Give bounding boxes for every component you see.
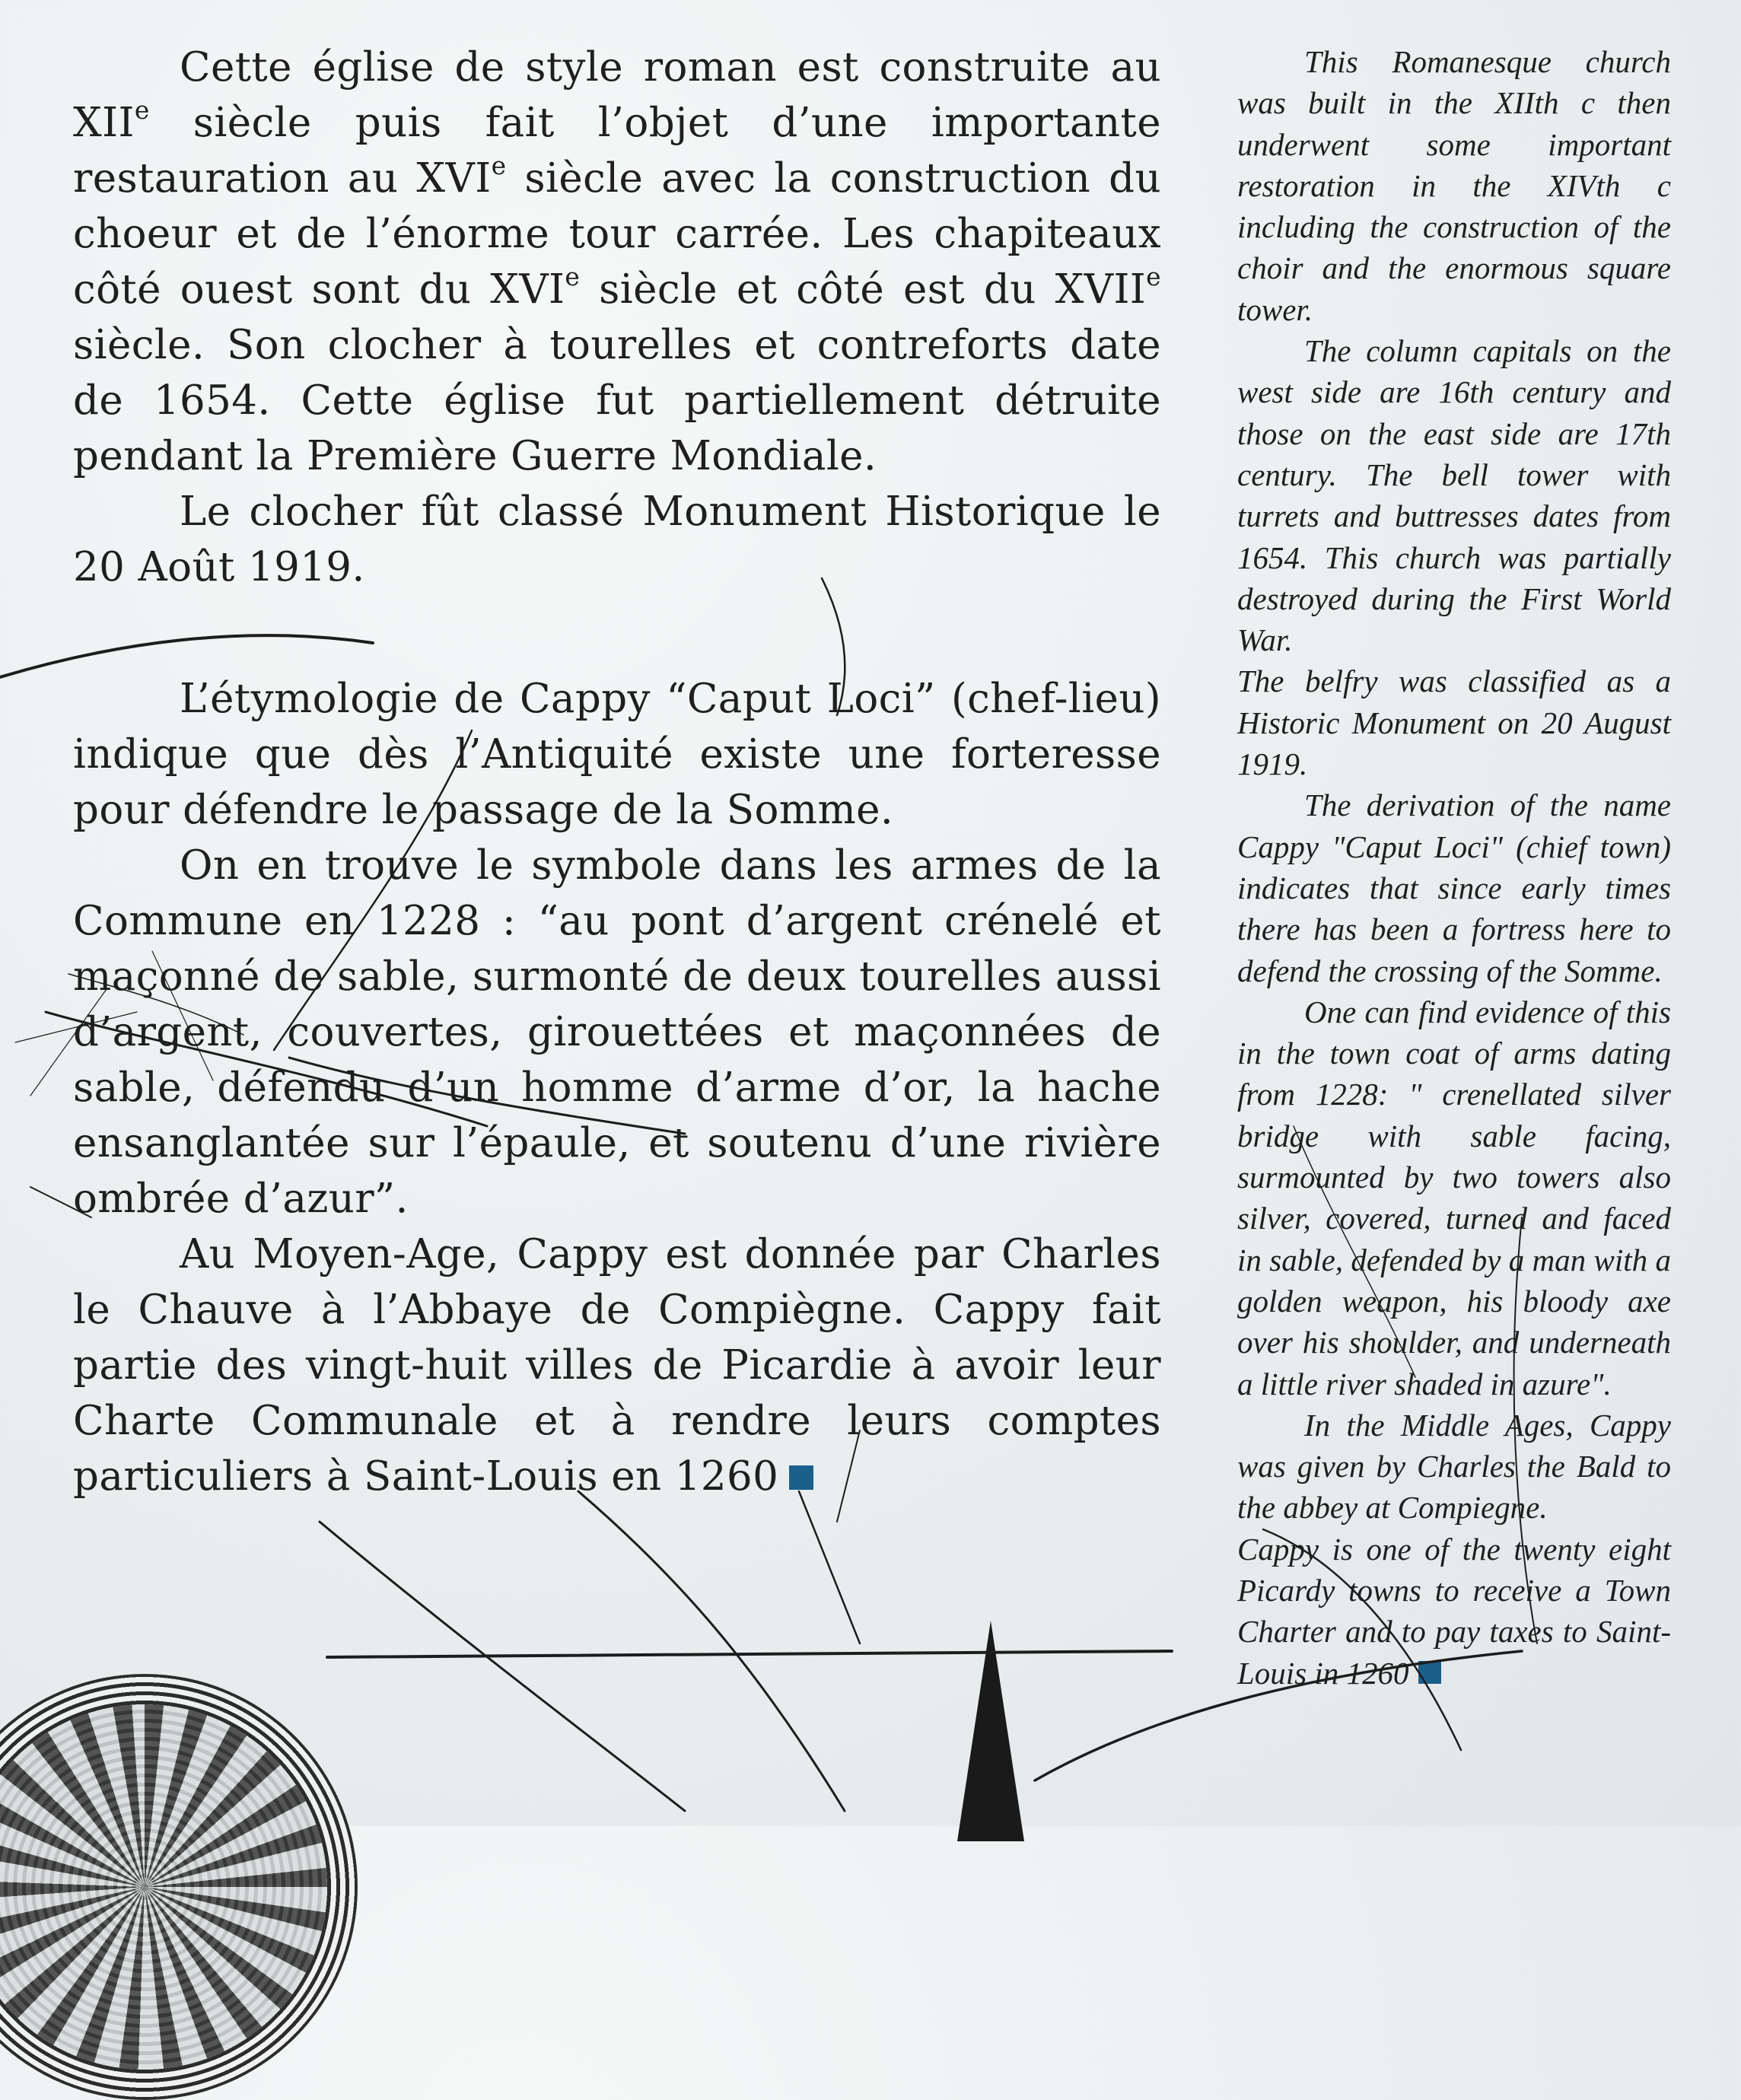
seal-pattern: [0, 1704, 327, 2070]
coat-of-arms-seal-graphic: [0, 1674, 358, 2100]
english-paragraph-church-history: This Romanesque church was built in the XIIth c then underwent some important restoration in the XIVth c including the construction of the choir and the enormous square tower.: [1237, 44, 1671, 327]
church-spire-graphic: [957, 1621, 1024, 1841]
french-text-segment: siècle et côté est du XVII: [580, 266, 1147, 313]
superscript-e: e: [491, 151, 507, 180]
english-paragraph-etymology: The derivation of the name Cappy "Caput Loci" (chief town) indicates that since early times there has been a fortress here to defend the crossing of the Somme.: [1237, 788, 1671, 988]
french-text-segment: siècle avec la construction du choeur et de l’énorme tour carrée. Les chapiteaux côté ouest sont du XVI: [73, 155, 1161, 313]
english-text-segment: Cappy is one of the twenty eight Picardy towns to receive a Town Charter and to pay taxes to Saint-Louis in 1260: [1237, 1531, 1671, 1691]
english-paragraph-classification: The belfry was classified as a Historic Monument on 20 August 1919.: [1237, 663, 1671, 782]
english-paragraph-coat-of-arms: One can find evidence of this in the town coat of arms dating from 1228: " crenellated silver bridge with sable facing, surmounted by two towers also silver, covered, turned and faced in sable, defended by a man with a golden weapon, his bloody axe over his shoulder, and underneath a little river shaded in azure".: [1237, 994, 1671, 1402]
english-paragraph-middle-ages: In the Middle Ages, Cappy was given by Charles the Bald to the abbey at Compiegne.: [1237, 1407, 1671, 1526]
english-paragraph-charter: [1237, 1529, 1671, 1694]
superscript-e: e: [134, 95, 150, 125]
french-text-column: [73, 40, 1161, 1504]
french-text-segment: Cette église de style roman est construite au XII: [73, 44, 1161, 146]
french-paragraph-etymology: L’étymologie de Cappy “Caput Loci” (chef-lieu) indique que dès l’Antiquité existe une forteresse pour défendre le passage de la Somme.: [73, 676, 1161, 833]
english-text-column: [1237, 41, 1671, 1694]
end-mark-square-icon: [789, 1465, 813, 1490]
french-text-segment: siècle. Son clocher à tourelles et contreforts date de 1654. Cette église fut partiellement détruite pendant la Première Guerre Mondiale.: [73, 322, 1161, 479]
french-paragraph-middle-ages: [73, 1227, 1161, 1504]
french-text-segment: Au Moyen-Age, Cappy est donnée par Charles le Chauve à l’Abbaye de Compiègne. Cappy fait partie des vingt-huit villes de Picardie à avoir leur Charte Communale et à rendre leurs comptes particuliers à Saint-Louis en 1260: [73, 1231, 1161, 1500]
english-paragraph-capitals: The column capitals on the west side are 16th century and those on the east side are 17th century. The bell tower with turrets and buttresses dates from 1654. This church was partially destroyed during the First World War.: [1237, 333, 1671, 658]
french-paragraph-church-history: [73, 40, 1161, 484]
end-mark-square-icon: [1418, 1661, 1441, 1684]
superscript-e: e: [1146, 262, 1161, 291]
french-paragraph-coat-of-arms: On en trouve le symbole dans les armes de la Commune en 1228 : “au pont d’argent crénelé et maçonné de sable, surmonté de deux tourelles aussi d’argent, couvertes, girouettées et maçonnées de sable, défendu d’un homme d’arme d’or, la hache ensanglantée sur l’épaule, et soutenu d’une rivière ombrée d’azur”.: [73, 842, 1161, 1222]
french-text-segment: siècle puis fait l’objet d’une importante restauration au XVI: [73, 100, 1161, 202]
superscript-e: e: [565, 262, 581, 291]
paragraph-spacer: [73, 595, 1161, 671]
french-paragraph-classification: Le clocher fût classé Monument Historique le 20 Août 1919.: [73, 488, 1161, 590]
